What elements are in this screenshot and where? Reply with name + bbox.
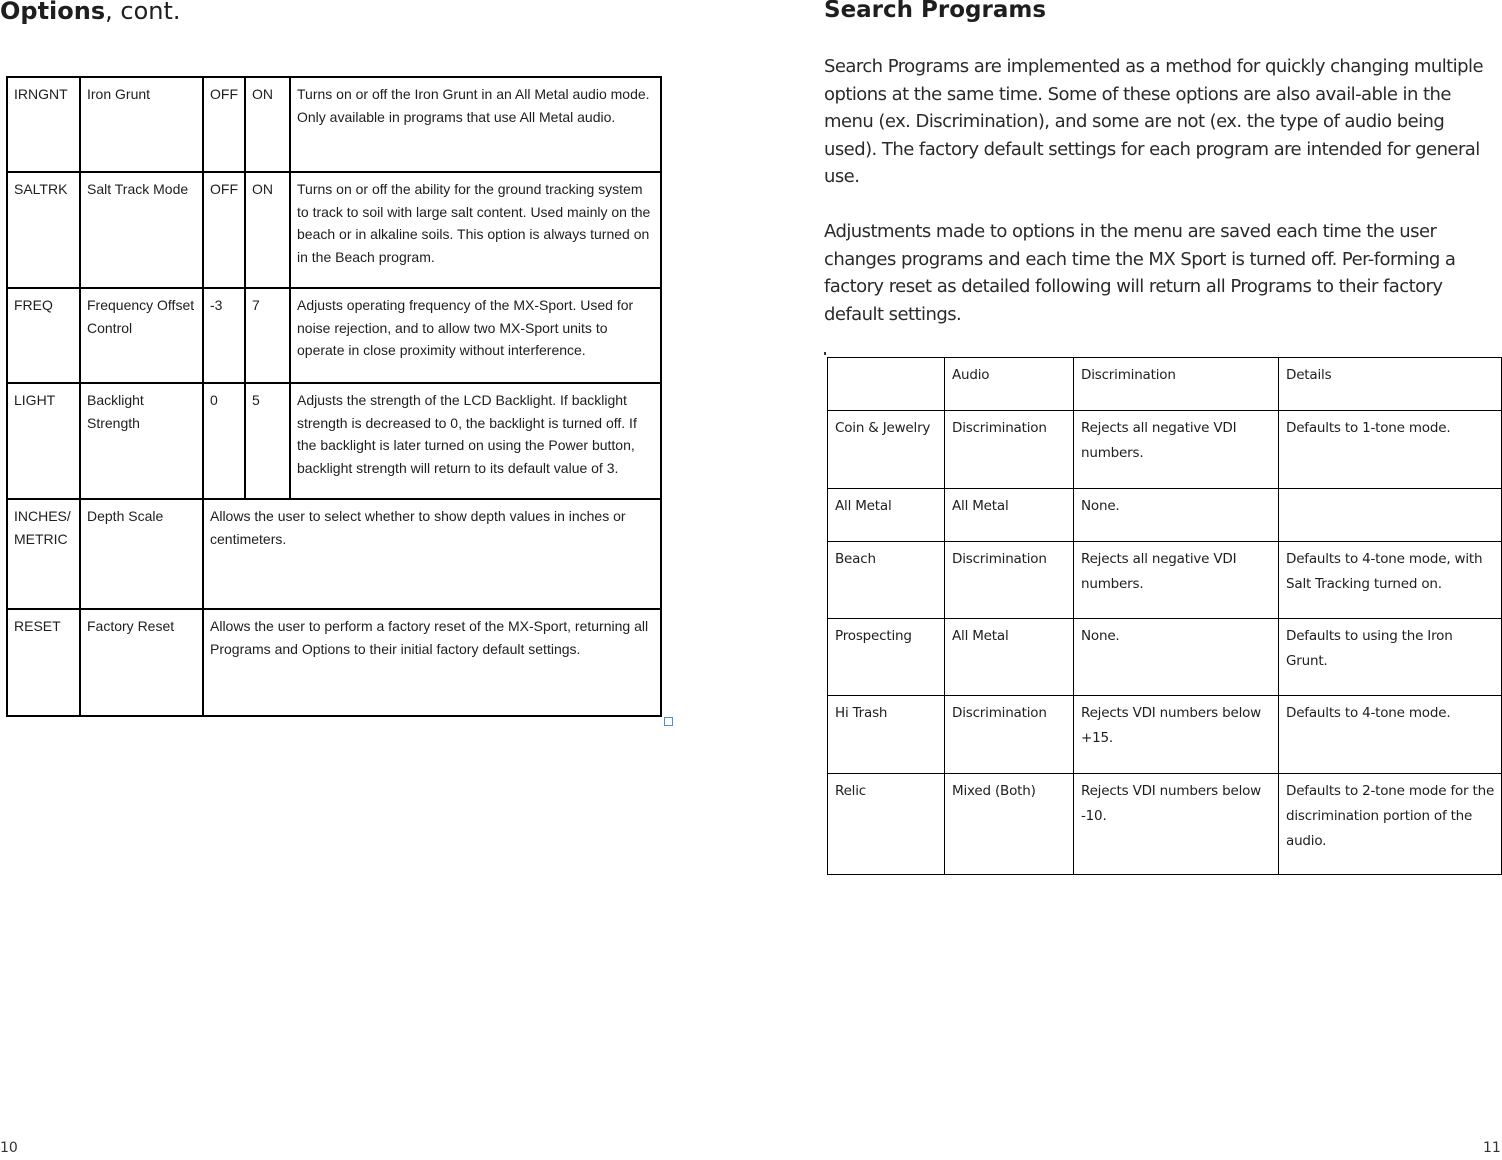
option-code: IRNGNT xyxy=(7,77,80,172)
option-max: ON xyxy=(245,77,290,172)
program-discrimination: Rejects VDI numbers below +15. xyxy=(1074,696,1279,774)
table-row xyxy=(828,489,1502,542)
header-details: Details xyxy=(1279,358,1502,411)
page-title xyxy=(0,0,181,25)
title-rest: , cont. xyxy=(105,0,181,25)
option-max: ON xyxy=(245,172,290,288)
program-name: Coin & Jewelry xyxy=(828,411,945,489)
table-row xyxy=(828,542,1502,619)
option-max: 5 xyxy=(245,383,290,499)
program-details: Defaults to 2-tone mode for the discrimination portion of the audio. xyxy=(1279,774,1502,875)
text-cursor-mark xyxy=(824,352,826,355)
table-header-row xyxy=(828,358,1502,411)
program-audio: Discrimination xyxy=(945,696,1074,774)
option-code: RESET xyxy=(7,609,80,716)
option-min: OFF xyxy=(203,77,245,172)
table-row xyxy=(7,172,661,288)
table-row xyxy=(7,77,661,172)
adjustments-paragraph: Adjustments made to options in the menu are saved each time the user changes programs and each time the MX Sport is turned off. Per-forming a factory reset as detailed following will return all Programs to their factory default settings. xyxy=(824,221,1456,325)
program-details: Defaults to 1-tone mode. xyxy=(1279,411,1502,489)
page-number-left: 10 xyxy=(0,1140,18,1156)
table-row xyxy=(828,696,1502,774)
table-row xyxy=(7,288,661,383)
option-description: Allows the user to perform a factory reset of the MX-Sport, returning all Programs and Options to their initial factory default settings. xyxy=(203,609,661,716)
table-row xyxy=(7,383,661,499)
option-min: OFF xyxy=(203,172,245,288)
table-resize-handle[interactable] xyxy=(664,717,673,726)
option-min: -3 xyxy=(203,288,245,383)
option-code: FREQ xyxy=(7,288,80,383)
program-details: Defaults to 4-tone mode, with Salt Tracking turned on. xyxy=(1279,542,1502,619)
program-audio: All Metal xyxy=(945,489,1074,542)
table-row xyxy=(828,619,1502,696)
option-description: Adjusts operating frequency of the MX-Sport. Used for noise rejection, and to allow two MX-Sport units to operate in close proximity without interference. xyxy=(290,288,661,383)
program-discrimination: Rejects all negative VDI numbers. xyxy=(1074,542,1279,619)
program-discrimination: Rejects all negative VDI numbers. xyxy=(1074,411,1279,489)
programs-table[interactable] xyxy=(827,357,1502,875)
option-name: Backlight Strength xyxy=(80,383,203,499)
program-discrimination: None. xyxy=(1074,489,1279,542)
header-discrimination: Discrimination xyxy=(1074,358,1279,411)
table-row xyxy=(828,774,1502,875)
option-description: Turns on or off the Iron Grunt in an All Metal audio mode. Only available in programs that use All Metal audio. xyxy=(290,77,661,172)
page-number-right: 11 xyxy=(1483,1140,1501,1156)
program-name: All Metal xyxy=(828,489,945,542)
header-program xyxy=(828,358,945,411)
option-name: Iron Grunt xyxy=(80,77,203,172)
table-row xyxy=(7,499,661,609)
program-name: Relic xyxy=(828,774,945,875)
program-audio: Discrimination xyxy=(945,411,1074,489)
option-code: LIGHT xyxy=(7,383,80,499)
program-audio: Discrimination xyxy=(945,542,1074,619)
option-code: SALTRK xyxy=(7,172,80,288)
table-row xyxy=(7,609,661,716)
option-code: INCHES/ METRIC xyxy=(7,499,80,609)
program-name: Prospecting xyxy=(828,619,945,696)
options-table[interactable] xyxy=(6,76,662,717)
program-details xyxy=(1279,489,1502,542)
program-details: Defaults to 4-tone mode. xyxy=(1279,696,1502,774)
option-name: Depth Scale xyxy=(80,499,203,609)
option-name: Factory Reset xyxy=(80,609,203,716)
program-details: Defaults to using the Iron Grunt. xyxy=(1279,619,1502,696)
header-audio: Audio xyxy=(945,358,1074,411)
table-row xyxy=(828,411,1502,489)
program-audio: Mixed (Both) xyxy=(945,774,1074,875)
section-title: Search Programs xyxy=(824,0,1047,23)
option-description: Turns on or off the ability for the ground tracking system to track to soil with large salt content. Used mainly on the beach or in alkaline soils. This option is always turned on in the Beach program. xyxy=(290,172,661,288)
option-max: 7 xyxy=(245,288,290,383)
program-discrimination: Rejects VDI numbers below -10. xyxy=(1074,774,1279,875)
program-name: Beach xyxy=(828,542,945,619)
option-min: 0 xyxy=(203,383,245,499)
program-name: Hi Trash xyxy=(828,696,945,774)
option-name: Salt Track Mode xyxy=(80,172,203,288)
option-name: Frequency Offset Control xyxy=(80,288,203,383)
program-audio: All Metal xyxy=(945,619,1074,696)
program-discrimination: None. xyxy=(1074,619,1279,696)
option-description: Allows the user to select whether to show depth values in inches or centimeters. xyxy=(203,499,661,609)
title-bold: Options xyxy=(0,0,106,25)
option-description: Adjusts the strength of the LCD Backlight. If backlight strength is decreased to 0, the backlight is turned off. If the backlight is later turned on using the Power button, backlight strength will return to its default value of 3. xyxy=(290,383,661,499)
intro-paragraph: Search Programs are implemented as a method for quickly changing multiple options at the same time. Some of these options are also avail-able in the menu (ex. Discrimination), and some are not (ex. the type of audio being used). The factory default settings for each program are intended for general use. xyxy=(824,56,1483,187)
